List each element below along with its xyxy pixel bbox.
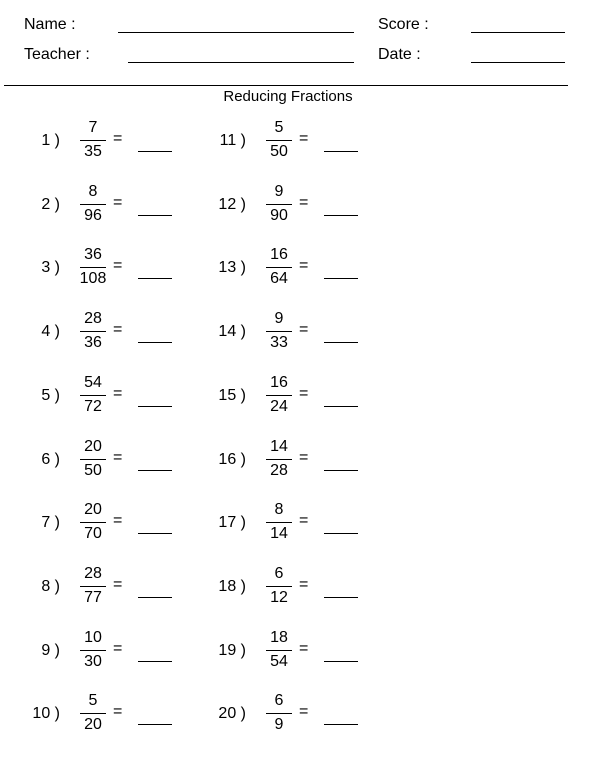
equals-sign: = xyxy=(113,193,123,211)
fraction xyxy=(262,182,296,226)
name-label: Name : xyxy=(24,16,76,33)
numerator: 14 xyxy=(270,437,288,455)
equals-sign: = xyxy=(299,575,309,593)
score-field[interactable] xyxy=(471,32,565,33)
problem-number: 17 ) xyxy=(218,514,246,532)
equals-sign: = xyxy=(113,639,123,657)
problem-number: 1 ) xyxy=(41,132,60,149)
numerator: 16 xyxy=(270,246,288,264)
denominator: 30 xyxy=(84,652,102,670)
teacher-label: Teacher : xyxy=(24,46,90,63)
equals-sign: = xyxy=(113,575,123,593)
problem-number: 8 ) xyxy=(41,577,60,595)
problem-number: 19 ) xyxy=(218,641,246,659)
fraction-bar xyxy=(80,713,106,714)
denominator: 9 xyxy=(274,716,284,734)
header-divider xyxy=(4,85,568,86)
problem-number: 18 ) xyxy=(218,577,246,595)
numerator: 10 xyxy=(84,628,102,646)
score-label: Score : xyxy=(378,16,429,33)
answer-blank[interactable] xyxy=(138,661,172,662)
numerator: 8 xyxy=(88,182,98,200)
equals-sign: = xyxy=(299,639,309,657)
denominator: 20 xyxy=(84,716,102,734)
problem-11 xyxy=(186,118,372,168)
fraction-bar xyxy=(80,586,106,587)
fraction-bar xyxy=(266,459,292,460)
fraction-bar xyxy=(80,204,106,205)
denominator: 50 xyxy=(84,461,102,479)
answer-blank[interactable] xyxy=(324,215,358,216)
worksheet-title: Reducing Fractions xyxy=(223,88,353,105)
answer-blank[interactable] xyxy=(324,278,358,279)
fraction-bar xyxy=(80,140,106,141)
problem-number: 2 ) xyxy=(41,195,60,213)
answer-blank[interactable] xyxy=(324,406,358,407)
equals-sign: = xyxy=(299,703,309,721)
problem-4 xyxy=(0,309,186,359)
fraction-bar xyxy=(80,331,106,332)
fraction-bar xyxy=(266,650,292,651)
fraction-bar xyxy=(80,459,106,460)
numerator: 5 xyxy=(88,692,98,710)
denominator: 96 xyxy=(84,206,102,224)
answer-blank[interactable] xyxy=(138,278,172,279)
equals-sign: = xyxy=(299,384,309,402)
fraction-bar xyxy=(80,650,106,651)
answer-blank[interactable] xyxy=(324,470,358,471)
problem-13 xyxy=(186,245,372,295)
denominator: 54 xyxy=(270,652,288,670)
equals-sign: = xyxy=(113,130,123,147)
problem-number: 4 ) xyxy=(41,323,60,341)
problem-1 xyxy=(0,118,186,168)
numerator: 18 xyxy=(270,628,288,646)
answer-blank[interactable] xyxy=(138,724,172,725)
denominator: 108 xyxy=(79,270,107,288)
numerator: 6 xyxy=(274,692,284,710)
denominator: 70 xyxy=(84,525,102,543)
equals-sign: = xyxy=(299,448,309,466)
problem-3 xyxy=(0,245,186,295)
fraction xyxy=(262,373,296,417)
fraction-bar xyxy=(266,267,292,268)
numerator: 20 xyxy=(84,437,102,455)
problem-5 xyxy=(0,373,186,423)
fraction-bar xyxy=(266,713,292,714)
fraction-bar xyxy=(266,331,292,332)
fraction xyxy=(76,182,110,226)
fraction xyxy=(76,245,110,289)
problem-number: 10 ) xyxy=(32,705,60,723)
answer-blank[interactable] xyxy=(138,215,172,216)
numerator: 28 xyxy=(84,564,102,582)
answer-blank[interactable] xyxy=(138,151,172,152)
fraction xyxy=(262,628,296,672)
problem-number: 13 ) xyxy=(218,259,246,277)
numerator: 28 xyxy=(84,310,102,328)
numerator: 9 xyxy=(274,310,284,328)
problem-12 xyxy=(186,182,372,232)
problem-number: 11 ) xyxy=(219,132,246,149)
problem-18 xyxy=(186,564,372,614)
problem-number: 15 ) xyxy=(218,386,246,404)
numerator: 54 xyxy=(84,373,102,391)
fraction xyxy=(262,118,296,162)
fraction xyxy=(76,118,110,162)
problem-19 xyxy=(186,628,372,678)
equals-sign: = xyxy=(299,193,309,211)
fraction xyxy=(76,691,110,735)
fraction-bar xyxy=(266,140,292,141)
problem-9 xyxy=(0,628,186,678)
numerator: 7 xyxy=(88,119,98,136)
fraction-bar xyxy=(80,522,106,523)
answer-blank[interactable] xyxy=(324,533,358,534)
fraction xyxy=(76,437,110,481)
problem-10 xyxy=(0,691,186,741)
fraction xyxy=(76,628,110,672)
fraction xyxy=(262,564,296,608)
denominator: 14 xyxy=(270,525,288,543)
answer-blank[interactable] xyxy=(138,533,172,534)
denominator: 36 xyxy=(84,334,102,352)
date-field[interactable] xyxy=(471,62,565,63)
denominator: 12 xyxy=(270,588,288,606)
fraction xyxy=(262,309,296,353)
numerator: 9 xyxy=(274,182,284,200)
equals-sign: = xyxy=(113,321,123,339)
problem-8 xyxy=(0,564,186,614)
fraction xyxy=(76,564,110,608)
problem-6 xyxy=(0,437,186,487)
denominator: 24 xyxy=(270,397,288,415)
numerator: 6 xyxy=(274,564,284,582)
fraction xyxy=(262,691,296,735)
problem-7 xyxy=(0,500,186,550)
numerator: 16 xyxy=(270,373,288,391)
problem-number: 20 ) xyxy=(218,705,246,723)
problem-number: 12 ) xyxy=(218,195,246,213)
name-field[interactable] xyxy=(118,32,354,33)
equals-sign: = xyxy=(299,512,309,530)
problem-number: 7 ) xyxy=(41,514,60,532)
fraction-bar xyxy=(266,395,292,396)
problem-number: 5 ) xyxy=(41,386,60,404)
problem-number: 3 ) xyxy=(41,259,60,277)
fraction-bar xyxy=(80,395,106,396)
fraction-bar xyxy=(266,522,292,523)
fraction xyxy=(262,245,296,289)
problem-17 xyxy=(186,500,372,550)
fraction xyxy=(76,373,110,417)
problem-number: 9 ) xyxy=(41,641,60,659)
fraction-bar xyxy=(80,267,106,268)
problem-20 xyxy=(186,691,372,741)
equals-sign: = xyxy=(299,321,309,339)
date-label: Date : xyxy=(378,46,421,63)
answer-blank[interactable] xyxy=(138,342,172,343)
answer-blank[interactable] xyxy=(138,597,172,598)
fraction xyxy=(262,437,296,481)
denominator: 90 xyxy=(270,206,288,224)
problem-2 xyxy=(0,182,186,232)
equals-sign: = xyxy=(113,384,123,402)
equals-sign: = xyxy=(299,257,309,275)
denominator: 28 xyxy=(270,461,288,479)
numerator: 5 xyxy=(274,119,284,136)
denominator: 72 xyxy=(84,397,102,415)
fraction xyxy=(262,500,296,544)
problem-15 xyxy=(186,373,372,423)
equals-sign: = xyxy=(113,448,123,466)
denominator: 35 xyxy=(84,143,102,160)
answer-blank[interactable] xyxy=(324,342,358,343)
equals-sign: = xyxy=(113,703,123,721)
equals-sign: = xyxy=(113,512,123,530)
teacher-field[interactable] xyxy=(128,62,354,63)
fraction xyxy=(76,500,110,544)
equals-sign: = xyxy=(113,257,123,275)
answer-blank[interactable] xyxy=(324,151,358,152)
denominator: 50 xyxy=(270,143,288,160)
equals-sign: = xyxy=(299,130,309,147)
answer-blank[interactable] xyxy=(324,661,358,662)
denominator: 77 xyxy=(84,588,102,606)
problem-number: 16 ) xyxy=(218,450,246,468)
numerator: 20 xyxy=(84,501,102,519)
denominator: 64 xyxy=(270,270,288,288)
fraction-bar xyxy=(266,204,292,205)
denominator: 33 xyxy=(270,334,288,352)
answer-blank[interactable] xyxy=(138,406,172,407)
fraction xyxy=(76,309,110,353)
answer-blank[interactable] xyxy=(138,470,172,471)
problem-number: 14 ) xyxy=(218,323,246,341)
numerator: 36 xyxy=(84,246,102,264)
answer-blank[interactable] xyxy=(324,597,358,598)
numerator: 8 xyxy=(274,501,284,519)
problem-16 xyxy=(186,437,372,487)
problem-14 xyxy=(186,309,372,359)
answer-blank[interactable] xyxy=(324,724,358,725)
problem-number: 6 ) xyxy=(41,450,60,468)
fraction-bar xyxy=(266,586,292,587)
